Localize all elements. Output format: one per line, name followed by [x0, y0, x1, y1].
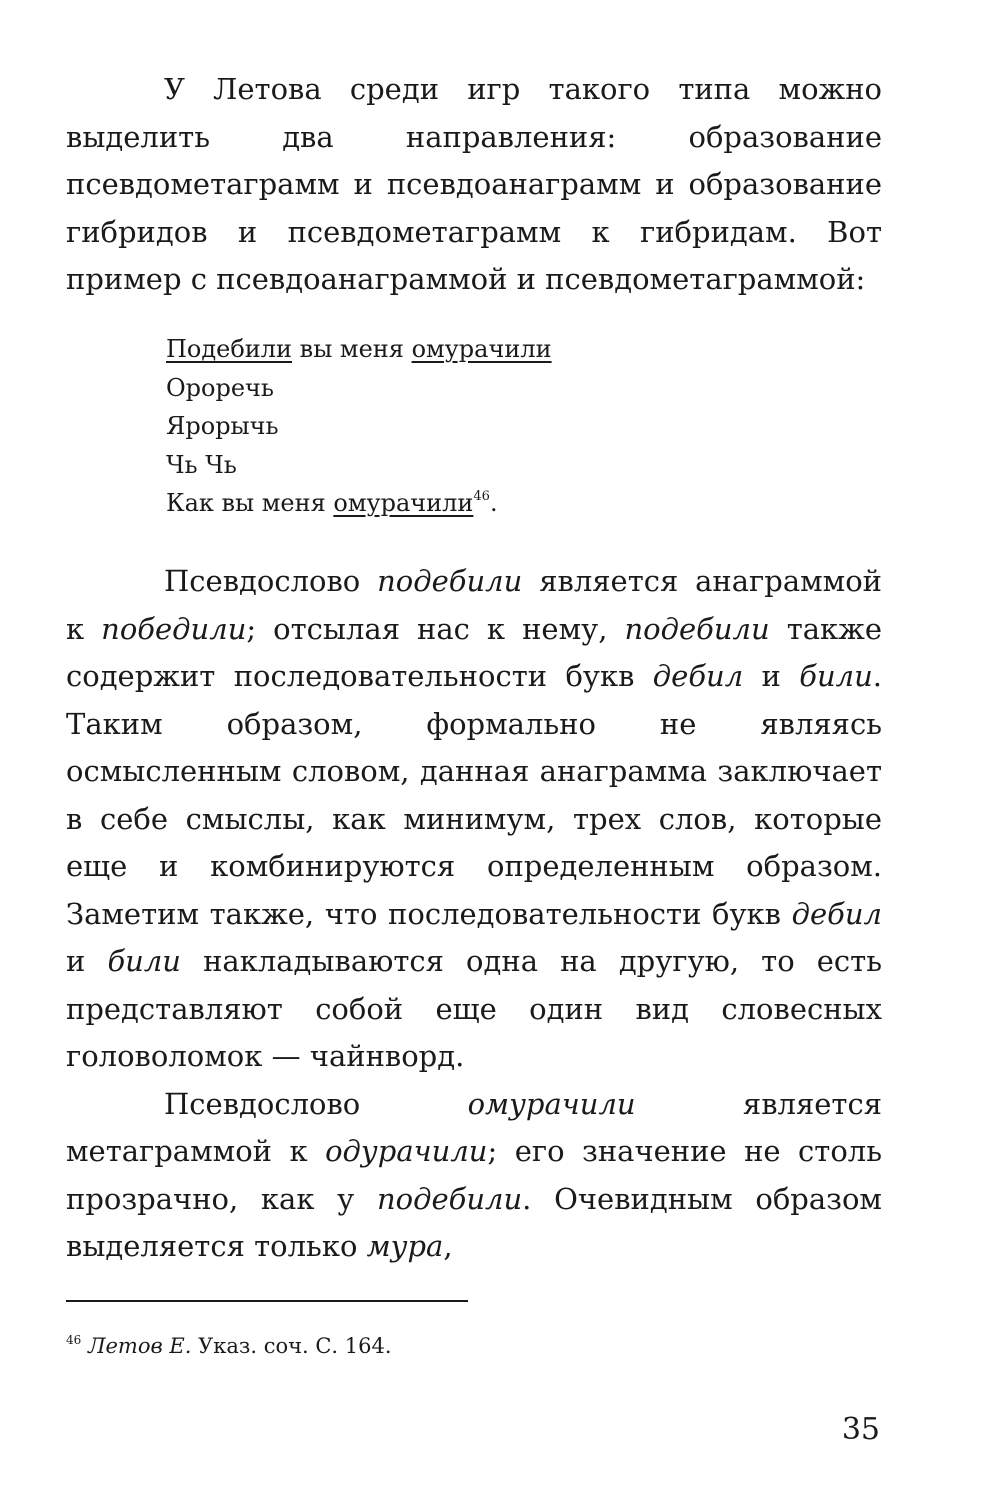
p2-italic-1: подебили: [377, 564, 523, 598]
paragraphs-analysis: [66, 558, 882, 1271]
poem-word-omurachili-2: омурачили: [333, 489, 474, 517]
p2-s6: . Таким образом, формально не являясь осмысленным словом, данная анаграмма заключает в себе смыслы, как минимум, трех слов, которые еще и комбинируются определенным образом. Заметим также, что последовательности букв: [66, 659, 883, 931]
poem-word-omurachili: омурачили: [411, 335, 552, 363]
footnote-divider: [66, 1300, 468, 1302]
poem-line-3: Ярорычь: [166, 412, 279, 440]
paragraph-intro: [66, 66, 882, 304]
paragraph-1-text: У Летова среди игр такого типа можно выделить два направления: образование псевдометаграмм и псевдоанаграмм и образование гибридов и псевдометаграмм к гибридам. Вот пример с псевдоанаграммой и псевдометаграммой:: [66, 72, 882, 296]
poem-line-1: [166, 330, 552, 369]
page-number: 35: [841, 1412, 880, 1447]
paragraph-2-text: [66, 558, 882, 1081]
p2-italic-3: подебили: [624, 611, 770, 646]
p2-s8: накладываются одна на другую, то есть представляют собой еще один вид словесных головоломок — чайнворд.: [66, 944, 882, 1073]
p2-s1: Псевдослово: [164, 564, 378, 598]
poem-word-podebili: Подебили: [166, 335, 293, 363]
p3-s3: ; его значение не столь прозрачно, как у: [66, 1134, 882, 1216]
footnote-ref[interactable]: 46: [473, 489, 490, 504]
p2-s5: и: [743, 659, 800, 693]
poem-line-5: [166, 484, 552, 523]
poem-line-5-end: .: [489, 489, 498, 517]
paragraph-3-text: [66, 1081, 882, 1271]
footnote-text: Указ. соч. С. 164.: [191, 1334, 392, 1358]
p2-s4: также содержит последовательности букв: [66, 611, 883, 693]
p3-s1: Псевдослово: [164, 1086, 468, 1121]
poem-line-5-pre: Как вы меня: [166, 489, 334, 517]
p2-italic-5: били: [799, 659, 873, 693]
p2-italic-6: дебил: [791, 896, 882, 931]
p3-italic-2: одурачили: [325, 1134, 488, 1168]
poem-line-1-mid: вы меня: [292, 335, 412, 363]
poem-line-4: Чь Чь: [166, 450, 237, 479]
footnote-number: 46: [66, 1333, 82, 1347]
p3-s4: . Очевидным образом выделяется только: [66, 1181, 882, 1263]
p2-s2: является анаграммой к: [66, 564, 883, 646]
p2-italic-7: били: [107, 944, 181, 978]
footnote: [66, 1332, 392, 1360]
p3-s5: ,: [443, 1229, 453, 1263]
p2-italic-4: дебил: [652, 659, 744, 693]
footnote-author: Летов Е.: [87, 1334, 192, 1358]
p2-italic-2: победили: [101, 611, 247, 646]
p3-italic-4: мура: [366, 1229, 444, 1263]
poem-quote: [166, 330, 552, 523]
poem-line-2: Ороречь: [166, 373, 274, 402]
p3-italic-3: подебили: [376, 1181, 523, 1216]
p2-s3: ; отсылая нас к нему,: [246, 611, 625, 646]
p3-italic-1: омурачили: [467, 1086, 636, 1121]
p2-s7: и: [66, 944, 108, 978]
p3-s2: является метаграммой к: [66, 1086, 882, 1168]
